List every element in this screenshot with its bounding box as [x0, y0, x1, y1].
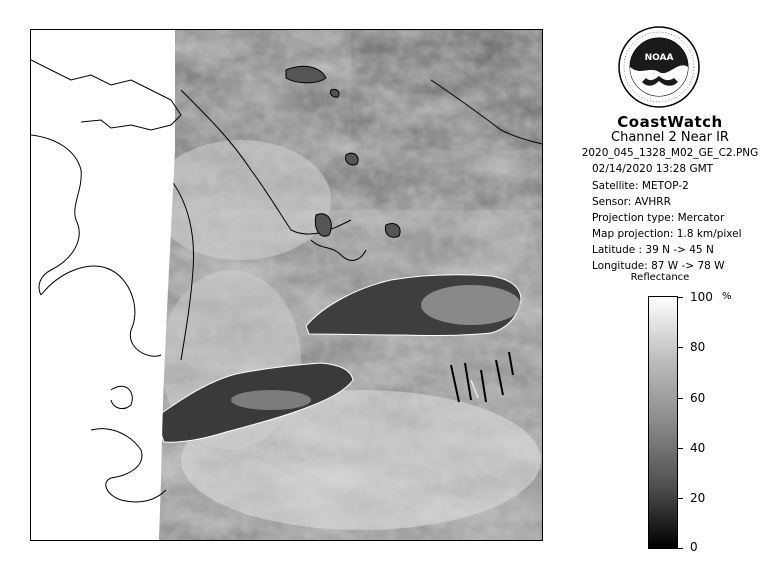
- colorbar-tick-label: 0: [690, 540, 698, 554]
- noaa-logo: [618, 26, 700, 108]
- projection-type-label: Projection type: Mercator: [592, 212, 725, 224]
- channel-title: Channel 2 Near IR: [611, 130, 729, 145]
- colorbar-tick: [678, 347, 683, 348]
- longitude-label: Longitude: 87 W -> 78 W: [592, 260, 725, 272]
- map-projection-label: Map projection: 1.8 km/pixel: [592, 228, 742, 240]
- datetime-label: 02/14/2020 13:28 GMT: [592, 163, 714, 175]
- colorbar-tick-label: 80: [690, 340, 706, 354]
- colorbar-tick-label: 20: [690, 491, 706, 505]
- satellite-image: [31, 30, 542, 540]
- reflectance-colorbar: [648, 296, 678, 549]
- colorbar-tick-label: 60: [690, 391, 706, 405]
- sensor-label: Sensor: AVHRR: [592, 196, 671, 208]
- legend-unit: %: [722, 291, 732, 302]
- legend-title: Reflectance: [630, 272, 690, 283]
- colorbar-tick-label: 100: [690, 290, 713, 304]
- colorbar-tick: [678, 498, 683, 499]
- brand-title: CoastWatch: [617, 113, 723, 131]
- colorbar-tick-label: 40: [690, 441, 706, 455]
- filename-label: 2020_045_1328_M02_GE_C2.PNG: [581, 147, 759, 159]
- satellite-label: Satellite: METOP-2: [592, 180, 689, 192]
- colorbar-tick: [678, 398, 683, 399]
- satellite-map: [30, 29, 543, 541]
- colorbar-tick: [678, 297, 683, 298]
- colorbar-tick: [678, 448, 683, 449]
- colorbar-tick: [678, 548, 683, 549]
- logo-center-text: NOAA: [644, 53, 674, 63]
- latitude-label: Latitude : 39 N -> 45 N: [592, 244, 714, 256]
